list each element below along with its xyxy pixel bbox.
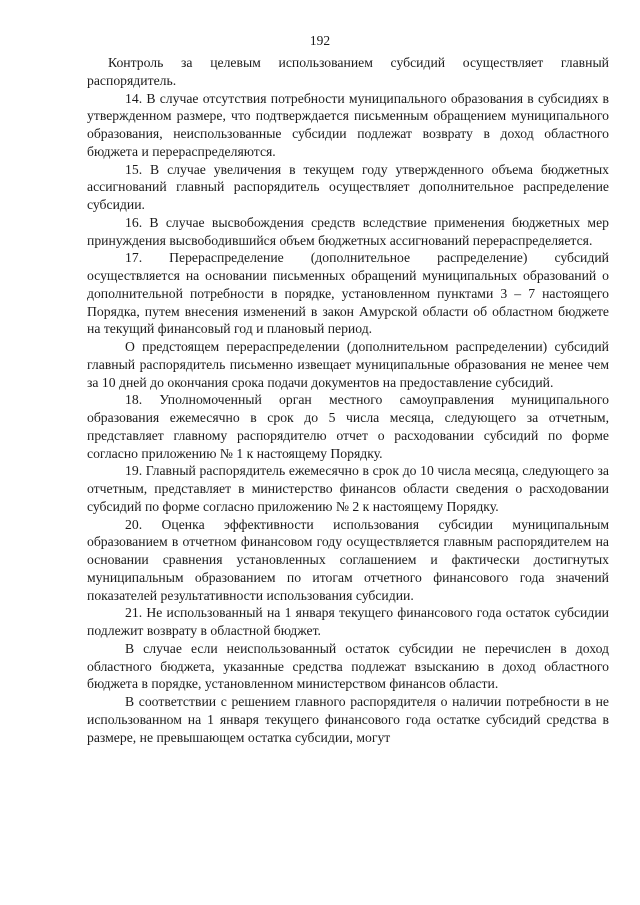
paragraph-15: 15. В случае увеличения в текущем году утвержденного объема бюджетных ассигнований главный распорядитель осуществляет дополнительное распределение субсидии. xyxy=(87,161,609,212)
page-number: 192 xyxy=(309,33,331,48)
paragraph-18: 18. Уполномоченный орган местного самоуправления муниципального образования ежемесячно в срок до 5 числа месяца, следующего за отчетным, представляет главному распорядителю отчет о расходовании субсидий по форме согласно приложению № 1 к настоящему Порядку. xyxy=(87,392,609,461)
paragraph-17: 17. Перераспределение (дополнительное распределение) субсидий осуществляется на основании письменных обращений муниципальных образований о дополнительной потребности в порядке, установленном пунктами 3 – 7 настоящего Порядка, путем внесения изменений в закон Амурской области об областном бюджете на текущий финансовый год и плановый период. xyxy=(87,250,609,337)
paragraph-14: 14. В случае отсутствия потребности муниципального образования в субсидиях в утвержденном размере, что подтверждается письменным обращением муниципального образования, неиспользованные субсидии подлежат возврату в доход областного бюджета и перераспределяются. xyxy=(87,90,609,159)
paragraph-21-decision: В соответствии с решением главного распорядителя о наличии потребности в не использованном на 1 января текущего финансового года остатке субсидий средства в размере, не превышающем остатка субсидии, могут xyxy=(87,694,609,745)
paragraph-20: 20. Оценка эффективности использования субсидии муниципальным образованием в отчетном финансовом году осуществляется главным распорядителем на основании сравнения установленных соглашением и фактически достигнутых муниципальным образованием по итогам отчетного финансового года значений показателей результативности использования субсидии. xyxy=(87,516,609,603)
paragraph-control: Контроль за целевым использованием субсидий осуществляет главный распорядитель. xyxy=(87,55,609,88)
paragraph-19: 19. Главный распорядитель ежемесячно в срок до 10 числа месяца, следующего за отчетным, представляет в министерство финансов области сведения о расходовании субсидий по форме согласно приложению № 2 к настоящему Порядку. xyxy=(87,463,609,514)
document-body xyxy=(87,54,609,746)
paragraph-17-notice: О предстоящем перераспределении (дополнительном распределении) субсидий главный распорядитель письменно извещает муниципальные образования не менее чем за 10 дней до окончания срока подачи документов на предоставление субсидий. xyxy=(87,339,609,390)
paragraph-16: 16. В случае высвобождения средств вследствие применения бюджетных мер принуждения высвободившийся объем бюджетных ассигнований перераспределяется. xyxy=(87,214,609,248)
paragraph-21-recovery: В случае если неиспользованный остаток субсидии не перечислен в доход областного бюджета, указанные средства подлежат взысканию в доход областного бюджета в порядке, установленном министерством финансов области. xyxy=(87,640,609,692)
paragraph-21: 21. Не использованный на 1 января текущего финансового года остаток субсидии подлежит возврату в областной бюджет. xyxy=(87,605,609,638)
